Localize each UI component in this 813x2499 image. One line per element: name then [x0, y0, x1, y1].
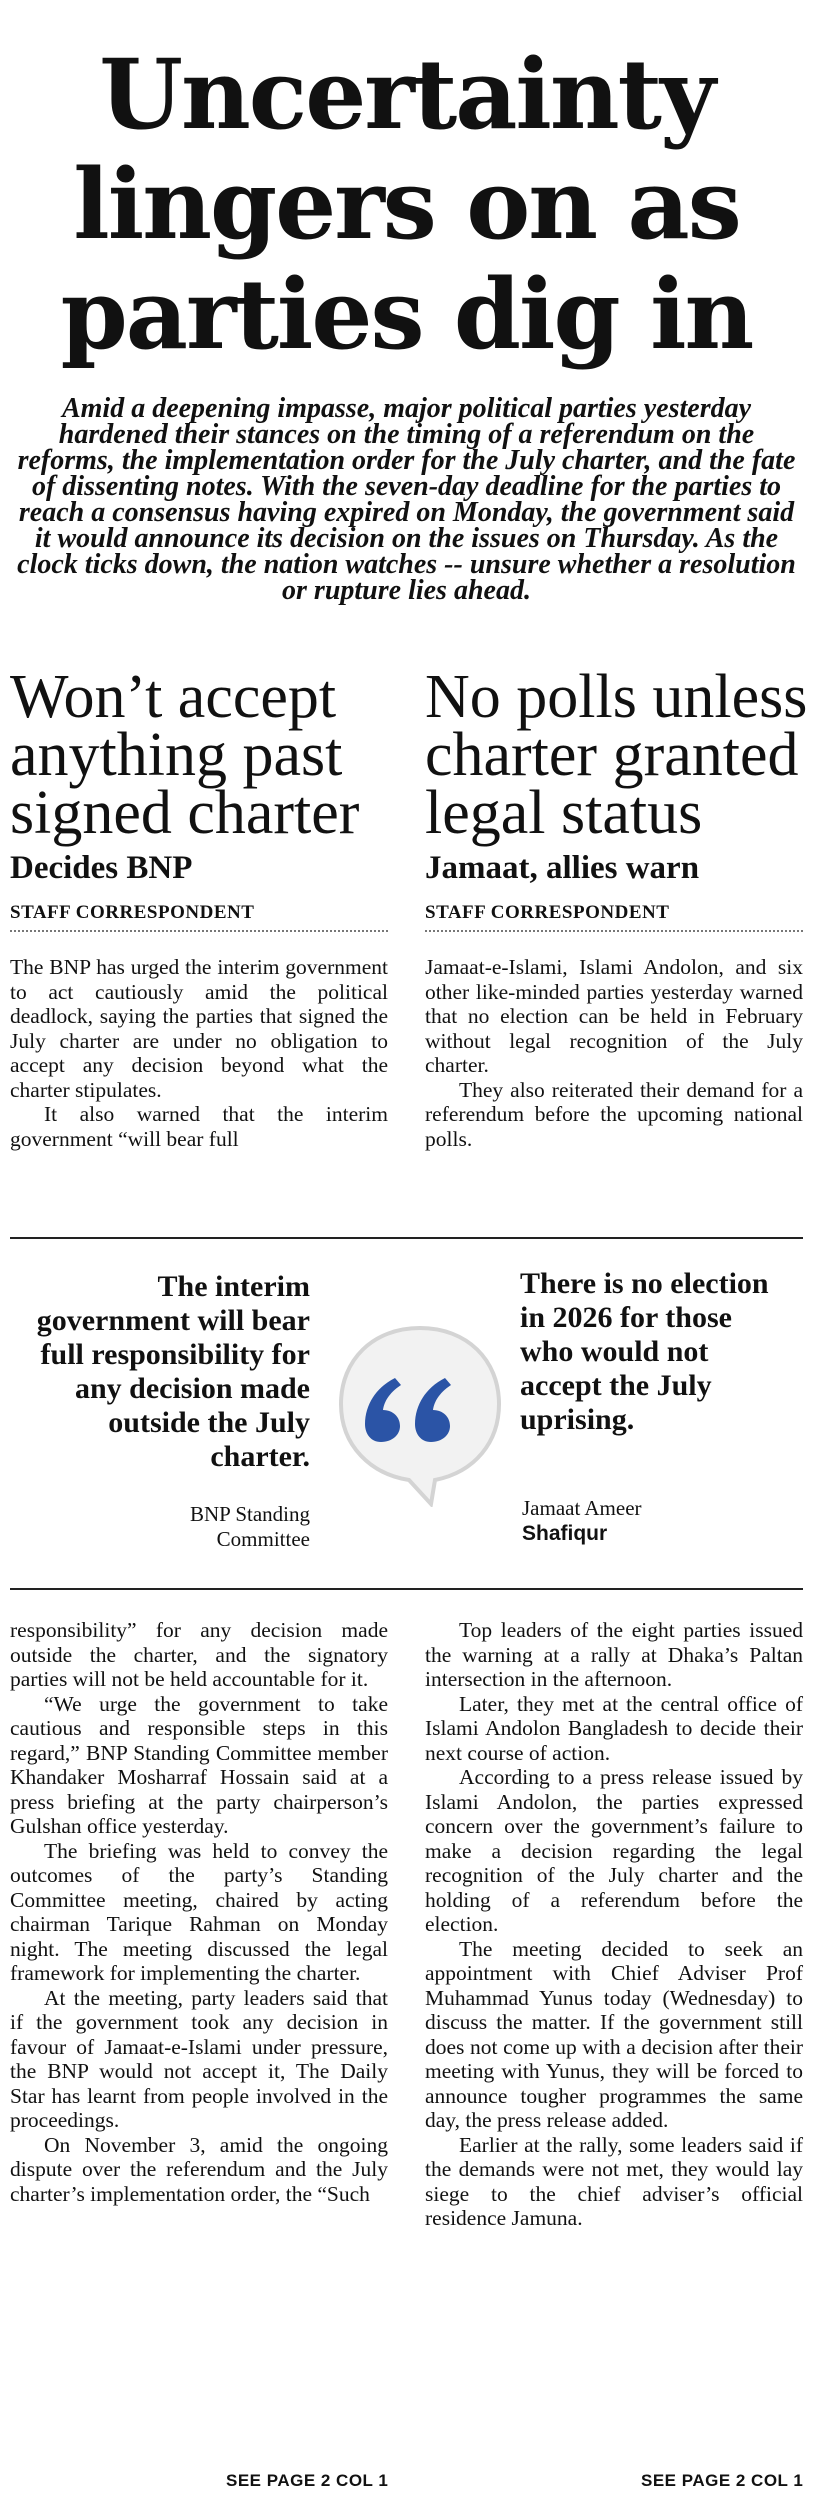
left-story-byline: STAFF CORRESPONDENT — [10, 902, 255, 923]
quote-bubble-icon — [335, 1322, 505, 1507]
paragraph: The meeting decided to seek an appointment with Chief Adviser Prof Muhammad Yunus today (Wednesday) to discuss the matter. If the government still does not come up with a decision after their meeting with Yunus, they will be forced to announce tougher programmes the same day, the press release added. — [425, 1936, 803, 2132]
paragraph: On November 3, amid the ongoing dispute over the referendum and the July charter’s implementation order, the “Such — [10, 2132, 388, 2206]
paragraph: According to a press release issued by Islami Andolon, the parties expressed concern over the government’s failure to make a decision regarding the legal recognition of the July charter and the holding of a referendum before the election. — [425, 1765, 803, 1936]
headline-line: parties dig in — [60, 258, 753, 371]
paragraph: The briefing was held to convey the outcomes of the party’s Standing Committee meeting, chaired by acting chairman Tarique Rahman on Monday night. The meeting discussed the legal framework for implementing the charter. — [10, 1838, 388, 1985]
left-story-headline: Won’t accept anything past signed charter — [10, 663, 360, 847]
paragraph: Earlier at the rally, some leaders said if the demands were not met, they would lay siege to the chief adviser’s official residence Jamuna. — [425, 2132, 803, 2230]
left-story-top-text — [10, 955, 388, 1151]
headline-line: Uncertainty — [99, 38, 714, 151]
right-pull-quote-attribution — [522, 1496, 762, 1546]
left-pull-quote-attribution: BNP Standing Committee — [190, 1502, 310, 1551]
pull-quote-top-rule — [10, 1237, 803, 1239]
left-pull-quote: The interim government will bear full responsibility for any decision made outside the July charter. — [36, 1270, 310, 1473]
headline-line: lingers on as — [73, 148, 740, 261]
right-story-bottom-text — [425, 1618, 803, 2231]
paragraph: Jamaat-e-Islami, Islami Andolon, and six other like-minded parties yesterday warned that no election can be held in February without legal recognition of the July charter. — [425, 955, 803, 1077]
headline — [0, 40, 813, 370]
left-jump-line[interactable]: SEE PAGE 2 COL 1 — [226, 2471, 389, 2490]
paragraph: The BNP has urged the interim government to act cautiously amid the political deadlock, saying the parties that signed the July charter are under no obligation to accept any decision beyond what the charter stipulates. — [10, 955, 388, 1102]
left-story-bottom-text — [10, 1618, 388, 2206]
attribution-title: Jamaat Ameer — [522, 1496, 642, 1520]
attribution-name: Shafiqur — [522, 1522, 608, 1545]
paragraph: responsibility” for any decision made outside the charter, and the signatory parties will not be held accountable for it. — [10, 1618, 388, 1691]
dek: Amid a deepening impasse, major political parties yesterday hardened their stances on the timing of a referendum on the reforms, the implementation order for the July charter, and the fate of dissenting notes. With the seven-day deadline for the parties to reach a consensus having expired on Monday, the government said it would announce its decision on the issues on Thursday. As the clock ticks down, the nation watches -- unsure whether a resolution or rupture lies ahead. — [17, 393, 796, 606]
left-dotted-divider — [10, 930, 388, 932]
paragraph: Later, they met at the central office of Islami Andolon Bangladesh to decide their next course of action. — [425, 1691, 803, 1765]
paragraph: They also reiterated their demand for a referendum before the upcoming national polls. — [425, 1077, 803, 1151]
paragraph: Top leaders of the eight parties issued the warning at a rally at Dhaka’s Paltan intersection in the afternoon. — [425, 1618, 803, 1691]
right-jump-line[interactable]: SEE PAGE 2 COL 1 — [641, 2471, 804, 2490]
right-pull-quote: There is no election in 2026 for those who would not accept the July uprising. — [520, 1267, 769, 1436]
pull-quote-bottom-rule — [10, 1588, 803, 1590]
right-story-byline: STAFF CORRESPONDENT — [425, 902, 670, 923]
right-story-top-text — [425, 955, 803, 1151]
paragraph: At the meeting, party leaders said that if the government took any decision in favour of Jamaat-e-Islami under pressure, the BNP would not accept it, The Daily Star has learnt from people involved in the proceedings. — [10, 1985, 388, 2132]
right-dotted-divider — [425, 930, 803, 932]
right-story-headline: No polls unless charter granted legal status — [425, 663, 808, 847]
paragraph: “We urge the government to take cautious and responsible steps in this regard,” BNP Standing Committee member Khandaker Mosharraf Hossain said at a press briefing at the party chairperson’s Gulshan office yesterday. — [10, 1691, 388, 1838]
left-story-subhead: Decides BNP — [10, 850, 193, 886]
right-story-subhead: Jamaat, allies warn — [425, 850, 700, 886]
paragraph: It also warned that the interim government “will bear full — [10, 1102, 388, 1151]
